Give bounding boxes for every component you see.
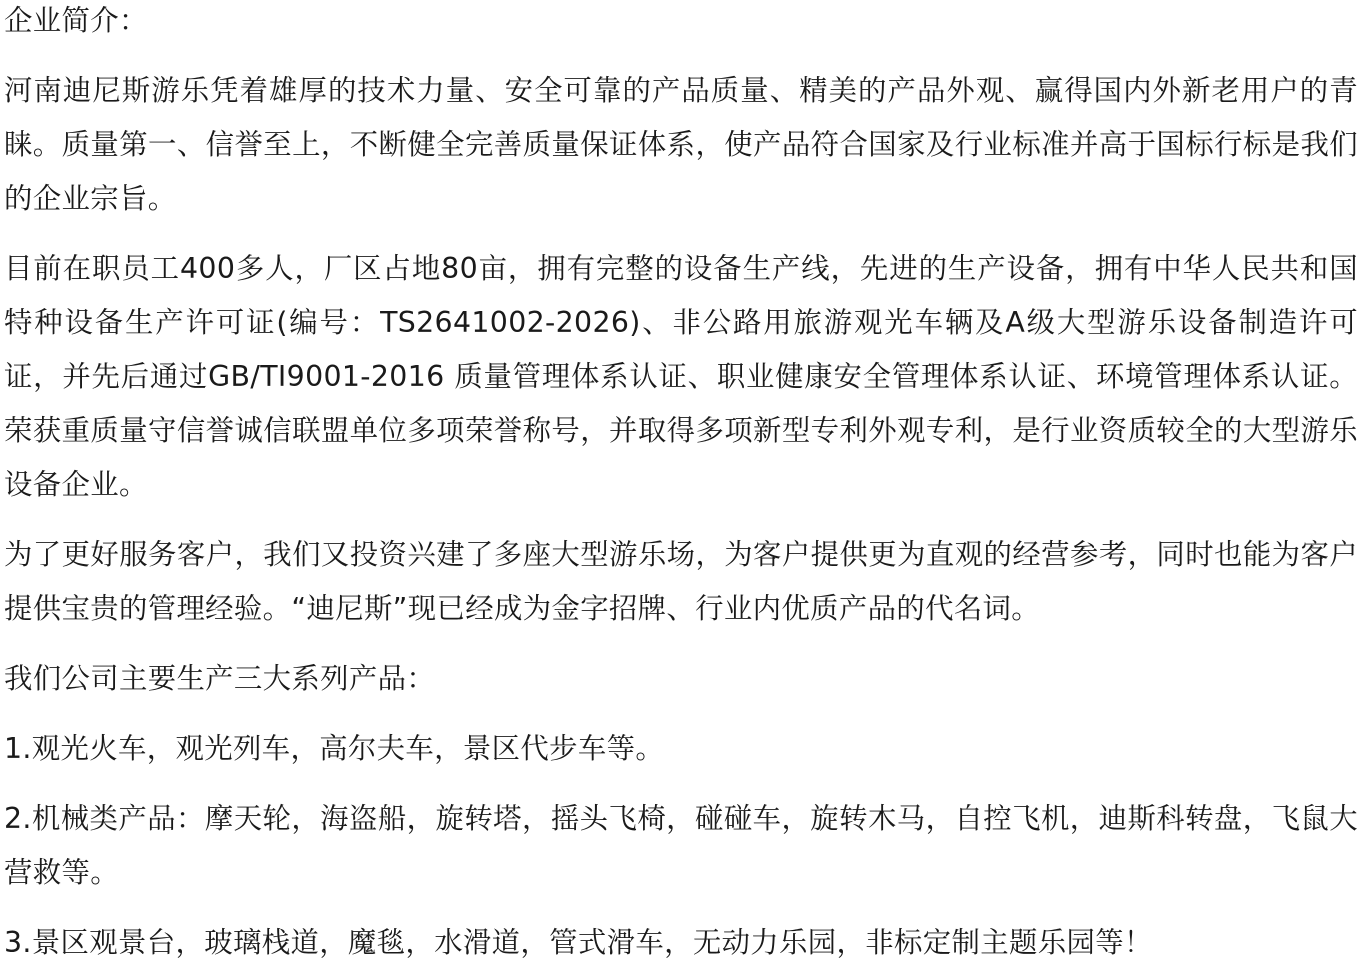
product-series-1: 1.观光火车，观光列车，高尔夫车，景区代步车等。: [4, 732, 665, 765]
products-intro: 我们公司主要生产三大系列产品：: [4, 662, 436, 695]
product-series-3: 3.景区观景台，玻璃栈道，魔毯，水滑道，管式滑车，无动力乐园，非标定制主题乐园等！: [4, 926, 1153, 959]
paragraph-service: 为了更好服务客户，我们又投资兴建了多座大型游乐场，为客户提供更为直观的经营参考，同时也能为客户提供宝贵的管理经验。“迪尼斯”现已经成为金字招牌、行业内优质产品的代名词。: [4, 538, 1358, 625]
product-series-2: 2.机械类产品：摩天轮，海盗船，旋转塔，摇头飞椅，碰碰车，旋转木马，自控飞机，迪斯科转盘，飞鼠大营救等。: [4, 802, 1358, 889]
article-heading: 企业简介：: [4, 4, 148, 37]
paragraph-quality: 河南迪尼斯游乐凭着雄厚的技术力量、安全可靠的产品质量、精美的产品外观、赢得国内外新老用户的青睐。质量第一、信誉至上，不断健全完善质量保证体系，使产品符合国家及行业标准并高于国标行标是我们的企业宗旨。: [4, 74, 1358, 215]
paragraph-company-facts: 目前在职员工400多人，厂区占地80亩，拥有完整的设备生产线，先进的生产设备，拥有中华人民共和国特种设备生产许可证(编号：TS2641002-2026)、非公路用旅游观光车辆及A级大型游乐设备制造许可证，并先后通过GB/TI9001-2016 质量管理体系认证、职业健康安全管理体系认证、环境管理体系认证。荣获重质量守信誉诚信联盟单位多项荣誉称号，并取得多项新型专利外观专利，是行业资质较全的大型游乐设备企业。: [4, 252, 1358, 501]
